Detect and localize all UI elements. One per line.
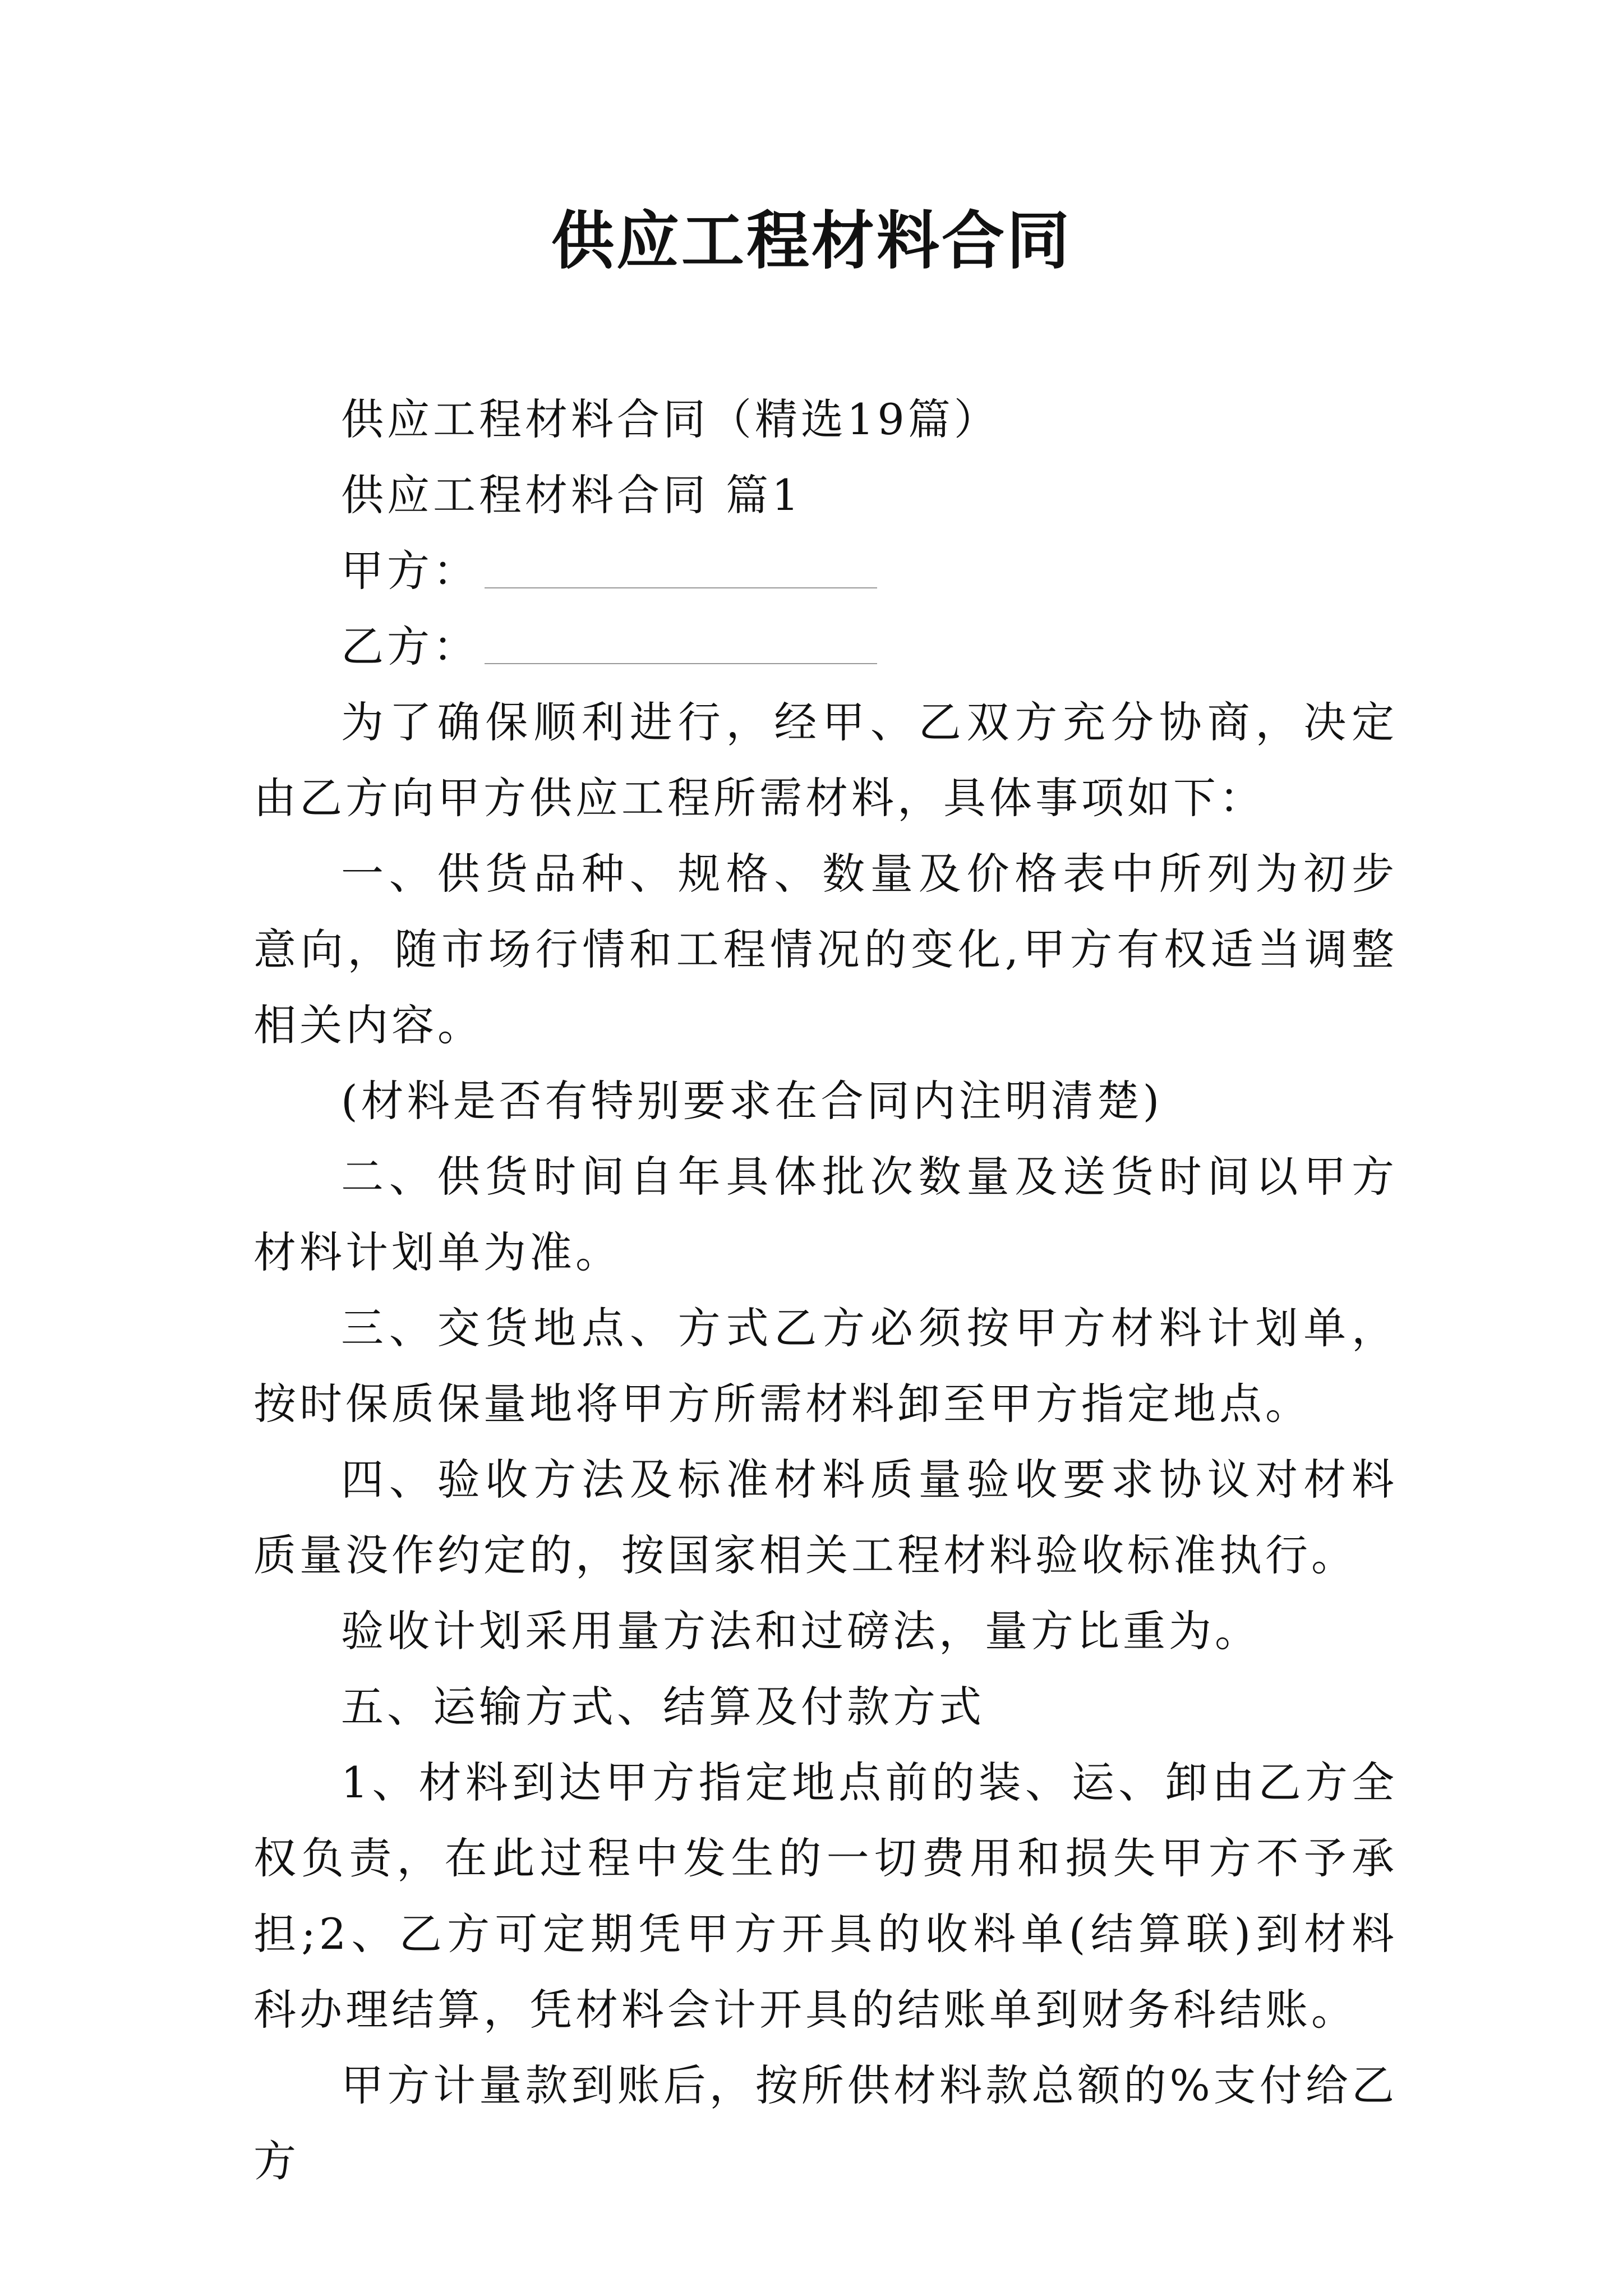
party-a-line [253,533,1398,609]
paragraph-intro: 为了确保顺利进行，经甲、乙双方充分协商，决定由乙方向甲方供应工程所需材料，具体事项如下： [253,697,1398,823]
party-a-blank [485,587,877,588]
paragraph-subtitle: 供应工程材料合同（精选19篇） [341,394,1000,444]
paragraph-clause-3: 三、交货地点、方式乙方必须按甲方材料计划单，按时保质保量地将甲方所需材料卸至甲方指定地点。 [253,1303,1398,1429]
document-body [253,381,1398,2199]
party-a-label: 甲方： [341,546,479,596]
paragraph-clause-1: 一、供货品种、规格、数量及价格表中所列为初步意向，随市场行情和工程情况的变化,甲方有权适当调整相关内容。 [253,849,1398,1050]
paragraph-clause-5-items: 1、材料到达甲方指定地点前的装、运、卸由乙方全权负责，在此过程中发生的一切费用和损失甲方不予承担;2、乙方可定期凭甲方开具的收料单(结算联)到材料科办理结算，凭材料会计开具的结账单到财务科结账。 [253,1757,1398,2035]
paragraph-payment: 甲方计量款到账后，按所供材料款总额的%支付给乙方 [253,2060,1398,2186]
paragraph-clause-4-method: 验收计划采用量方法和过磅法，量方比重为。 [341,1606,1261,1656]
paragraph-clause-5-heading: 五、运输方式、结算及付款方式 [341,1682,985,1732]
party-b-label: 乙方： [341,622,479,671]
paragraph-clause-4: 四、验收方法及标准材料质量验收要求协议对材料质量没作约定的，按国家相关工程材料验收标准执行。 [253,1455,1398,1580]
paragraph-section-heading: 供应工程材料合同 篇1 [341,470,803,520]
party-b-blank [485,663,877,664]
paragraph-clause-1-note: (材料是否有特别要求在合同内注明清楚) [341,1076,1163,1126]
document-title: 供应工程材料合同 [551,204,1072,278]
paragraph-clause-2: 二、供货时间自年具体批次数量及送货时间以甲方材料计划单为准。 [253,1152,1398,1277]
party-b-line [253,609,1398,684]
